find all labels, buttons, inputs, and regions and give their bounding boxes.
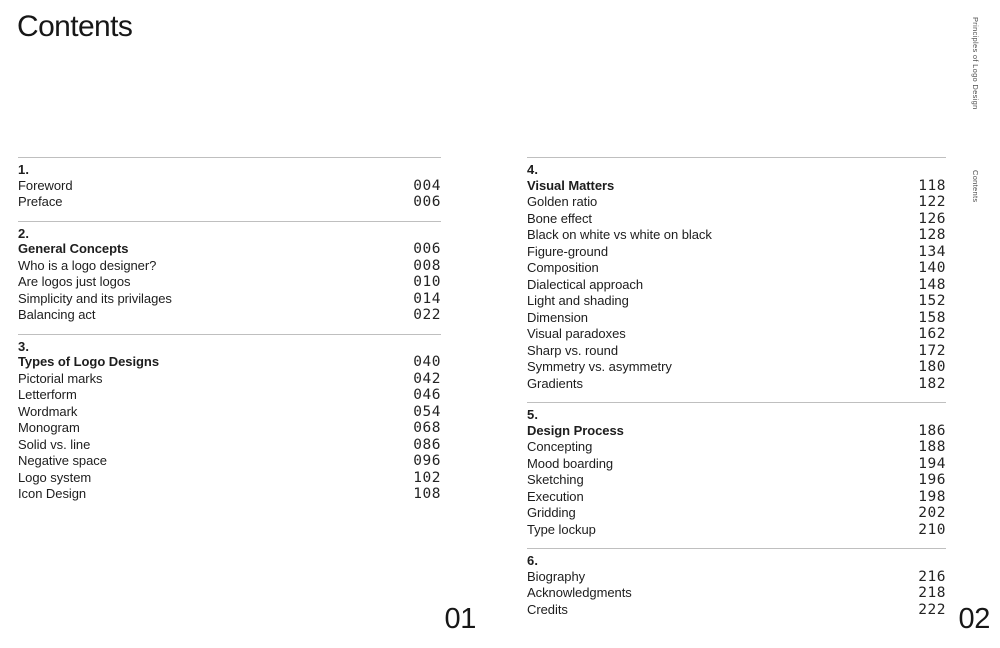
section-number: 1. <box>18 162 30 177</box>
toc-column-left <box>18 157 441 513</box>
toc-entry-label: Acknowledgments <box>527 585 632 600</box>
toc-entry-page-number: 180 <box>918 359 946 375</box>
toc-entry-row <box>527 310 946 327</box>
section-number: 6. <box>527 553 539 568</box>
toc-entry-page-number: 172 <box>918 342 946 359</box>
folio-left-page-number: 01 <box>444 603 476 635</box>
toc-entry-page-number: 054 <box>413 403 441 420</box>
toc-entry-page-number: 008 <box>413 257 441 274</box>
toc-entry-row <box>527 472 946 489</box>
toc-entry-page-number: 152 <box>918 293 946 309</box>
toc-entry-label: Light and shading <box>527 293 629 308</box>
toc-column-right <box>527 157 946 628</box>
toc-entry-page-number: 096 <box>413 453 441 469</box>
toc-entry-label: Solid vs. line <box>18 436 91 452</box>
toc-entry-label: Sharp vs. round <box>527 342 619 358</box>
page-title: Contents <box>17 10 133 43</box>
toc-entry-label: Dimension <box>527 309 588 325</box>
toc-entry-row <box>18 371 441 388</box>
toc-entry-page-number: 182 <box>918 375 946 392</box>
toc-entry-row <box>527 522 946 539</box>
toc-entry-page-number: 122 <box>918 194 946 210</box>
toc-entry-page-number: 010 <box>413 274 441 290</box>
toc-entry-label: Dialectical approach <box>527 276 644 292</box>
toc-entry-label: Balancing act <box>18 307 96 322</box>
toc-entry-row <box>18 178 441 195</box>
toc-entry-page-number: 196 <box>918 472 946 488</box>
toc-entry-row <box>18 420 441 437</box>
toc-entry-label: Preface <box>18 194 63 209</box>
toc-entry-label: Negative space <box>18 453 107 468</box>
toc-entry-row <box>527 359 946 376</box>
toc-entry-page-number: 068 <box>413 420 441 436</box>
toc-entry-label: Visual Matters <box>527 177 615 193</box>
toc-entry-label: Credits <box>527 601 568 617</box>
toc-entry-label: Types of Logo Designs <box>18 354 159 369</box>
toc-entry-page-number: 186 <box>918 422 946 439</box>
toc-entry-page-number: 148 <box>918 276 946 293</box>
section-number: 5. <box>527 407 539 422</box>
toc-entry-label: Biography <box>527 568 586 584</box>
section-number: 3. <box>18 338 30 354</box>
toc-entry-label: Foreword <box>18 177 73 193</box>
toc-entry-row <box>527 439 946 456</box>
toc-section <box>18 157 441 211</box>
toc-entry-row <box>527 178 946 195</box>
toc-entry-page-number: 126 <box>918 210 946 227</box>
toc-entry-page-number: 140 <box>918 260 946 276</box>
toc-entry-page-number: 188 <box>918 439 946 455</box>
toc-entry-label: Concepting <box>527 439 593 454</box>
toc-entry-page-number: 134 <box>918 243 946 260</box>
toc-section <box>18 334 441 503</box>
toc-entry-row <box>18 470 441 487</box>
toc-entry-label: Monogram <box>18 420 80 435</box>
toc-entry-label: Golden ratio <box>527 194 598 209</box>
toc-entry-row <box>527 585 946 602</box>
toc-entry-page-number: 216 <box>918 568 946 585</box>
toc-entry-row <box>527 211 946 228</box>
edge-label-book-title: Principles of Logo Design <box>971 17 980 110</box>
toc-entry-page-number: 158 <box>918 309 946 326</box>
toc-entry-label: Figure-ground <box>527 243 609 259</box>
toc-entry-page-number: 108 <box>413 486 441 502</box>
toc-entry-page-number: 162 <box>918 326 946 342</box>
toc-entry-page-number: 022 <box>413 307 441 323</box>
toc-entry-row <box>527 376 946 393</box>
toc-entry-page-number: 004 <box>413 177 441 194</box>
toc-entry-label: Simplicity and its privilages <box>18 290 172 306</box>
toc-entry-label: Pictorial marks <box>18 370 103 386</box>
toc-entry-label: Symmetry vs. asymmetry <box>527 359 672 374</box>
toc-entry-label: Icon Design <box>18 486 87 501</box>
toc-entry-row <box>18 486 441 503</box>
toc-entry-row <box>527 277 946 294</box>
toc-entry-label: Mood boarding <box>527 455 614 471</box>
toc-entry-label: Visual paradoxes <box>527 326 626 341</box>
toc-entry-page-number: 118 <box>918 177 946 194</box>
toc-section <box>527 157 946 392</box>
toc-entry-row <box>18 404 441 421</box>
toc-entry-label: General Concepts <box>18 241 129 256</box>
toc-entry-row <box>18 291 441 308</box>
toc-entry-page-number: 128 <box>918 227 946 243</box>
toc-entry-row <box>527 343 946 360</box>
folio-right-page-number: 02 <box>958 603 990 635</box>
toc-entry-page-number: 102 <box>413 469 441 486</box>
toc-entry-label: Composition <box>527 260 599 275</box>
toc-entry-row <box>18 453 441 470</box>
toc-entry-row <box>527 293 946 310</box>
toc-entry-row <box>18 241 441 258</box>
toc-entry-label: Gradients <box>527 375 583 391</box>
toc-entry-row <box>527 456 946 473</box>
toc-entry-label: Who is a logo designer? <box>18 257 157 273</box>
toc-entry-label: Sketching <box>527 472 584 487</box>
toc-entry-row <box>527 244 946 261</box>
toc-entry-label: Are logos just logos <box>18 274 131 289</box>
toc-entry-row <box>527 505 946 522</box>
toc-entry-page-number: 040 <box>413 354 441 370</box>
toc-entry-page-number: 198 <box>918 488 946 505</box>
toc-entry-label: Bone effect <box>527 210 592 226</box>
toc-section <box>527 548 946 618</box>
toc-entry-page-number: 042 <box>413 370 441 387</box>
toc-entry-page-number: 086 <box>413 436 441 453</box>
toc-entry-page-number: 006 <box>413 194 441 210</box>
toc-entry-row <box>527 227 946 244</box>
section-number: 2. <box>18 225 30 241</box>
toc-entry-label: Execution <box>527 488 584 504</box>
toc-entry-page-number: 006 <box>413 241 441 257</box>
toc-entry-row <box>527 326 946 343</box>
toc-entry-row <box>18 194 441 211</box>
toc-entry-page-number: 222 <box>918 601 946 618</box>
toc-section <box>527 402 946 538</box>
toc-entry-row <box>18 274 441 291</box>
toc-entry-row <box>18 437 441 454</box>
toc-entry-page-number: 218 <box>918 585 946 601</box>
toc-entry-row <box>18 307 441 324</box>
toc-entry-page-number: 046 <box>413 387 441 403</box>
toc-entry-label: Black on white vs white on black <box>527 227 712 242</box>
toc-entry-row <box>18 258 441 275</box>
toc-entry-page-number: 210 <box>918 521 946 538</box>
toc-section <box>18 221 441 324</box>
toc-entry-row <box>527 602 946 619</box>
toc-entry-label: Design Process <box>527 422 624 438</box>
toc-entry-row <box>527 423 946 440</box>
section-number: 4. <box>527 162 539 177</box>
toc-entry-label: Logo system <box>18 469 92 485</box>
edge-label-section: Contents <box>971 170 980 203</box>
toc-entry-row <box>527 569 946 586</box>
toc-entry-row <box>527 489 946 506</box>
toc-entry-label: Letterform <box>18 387 77 402</box>
toc-entry-row <box>527 260 946 277</box>
toc-entry-row <box>527 194 946 211</box>
toc-entry-page-number: 014 <box>413 290 441 307</box>
toc-entry-label: Wordmark <box>18 403 78 419</box>
toc-entry-page-number: 194 <box>918 455 946 472</box>
toc-entry-label: Type lockup <box>527 521 596 537</box>
toc-entry-row <box>18 387 441 404</box>
toc-entry-page-number: 202 <box>918 505 946 521</box>
toc-entry-row <box>18 354 441 371</box>
toc-entry-label: Gridding <box>527 505 576 520</box>
